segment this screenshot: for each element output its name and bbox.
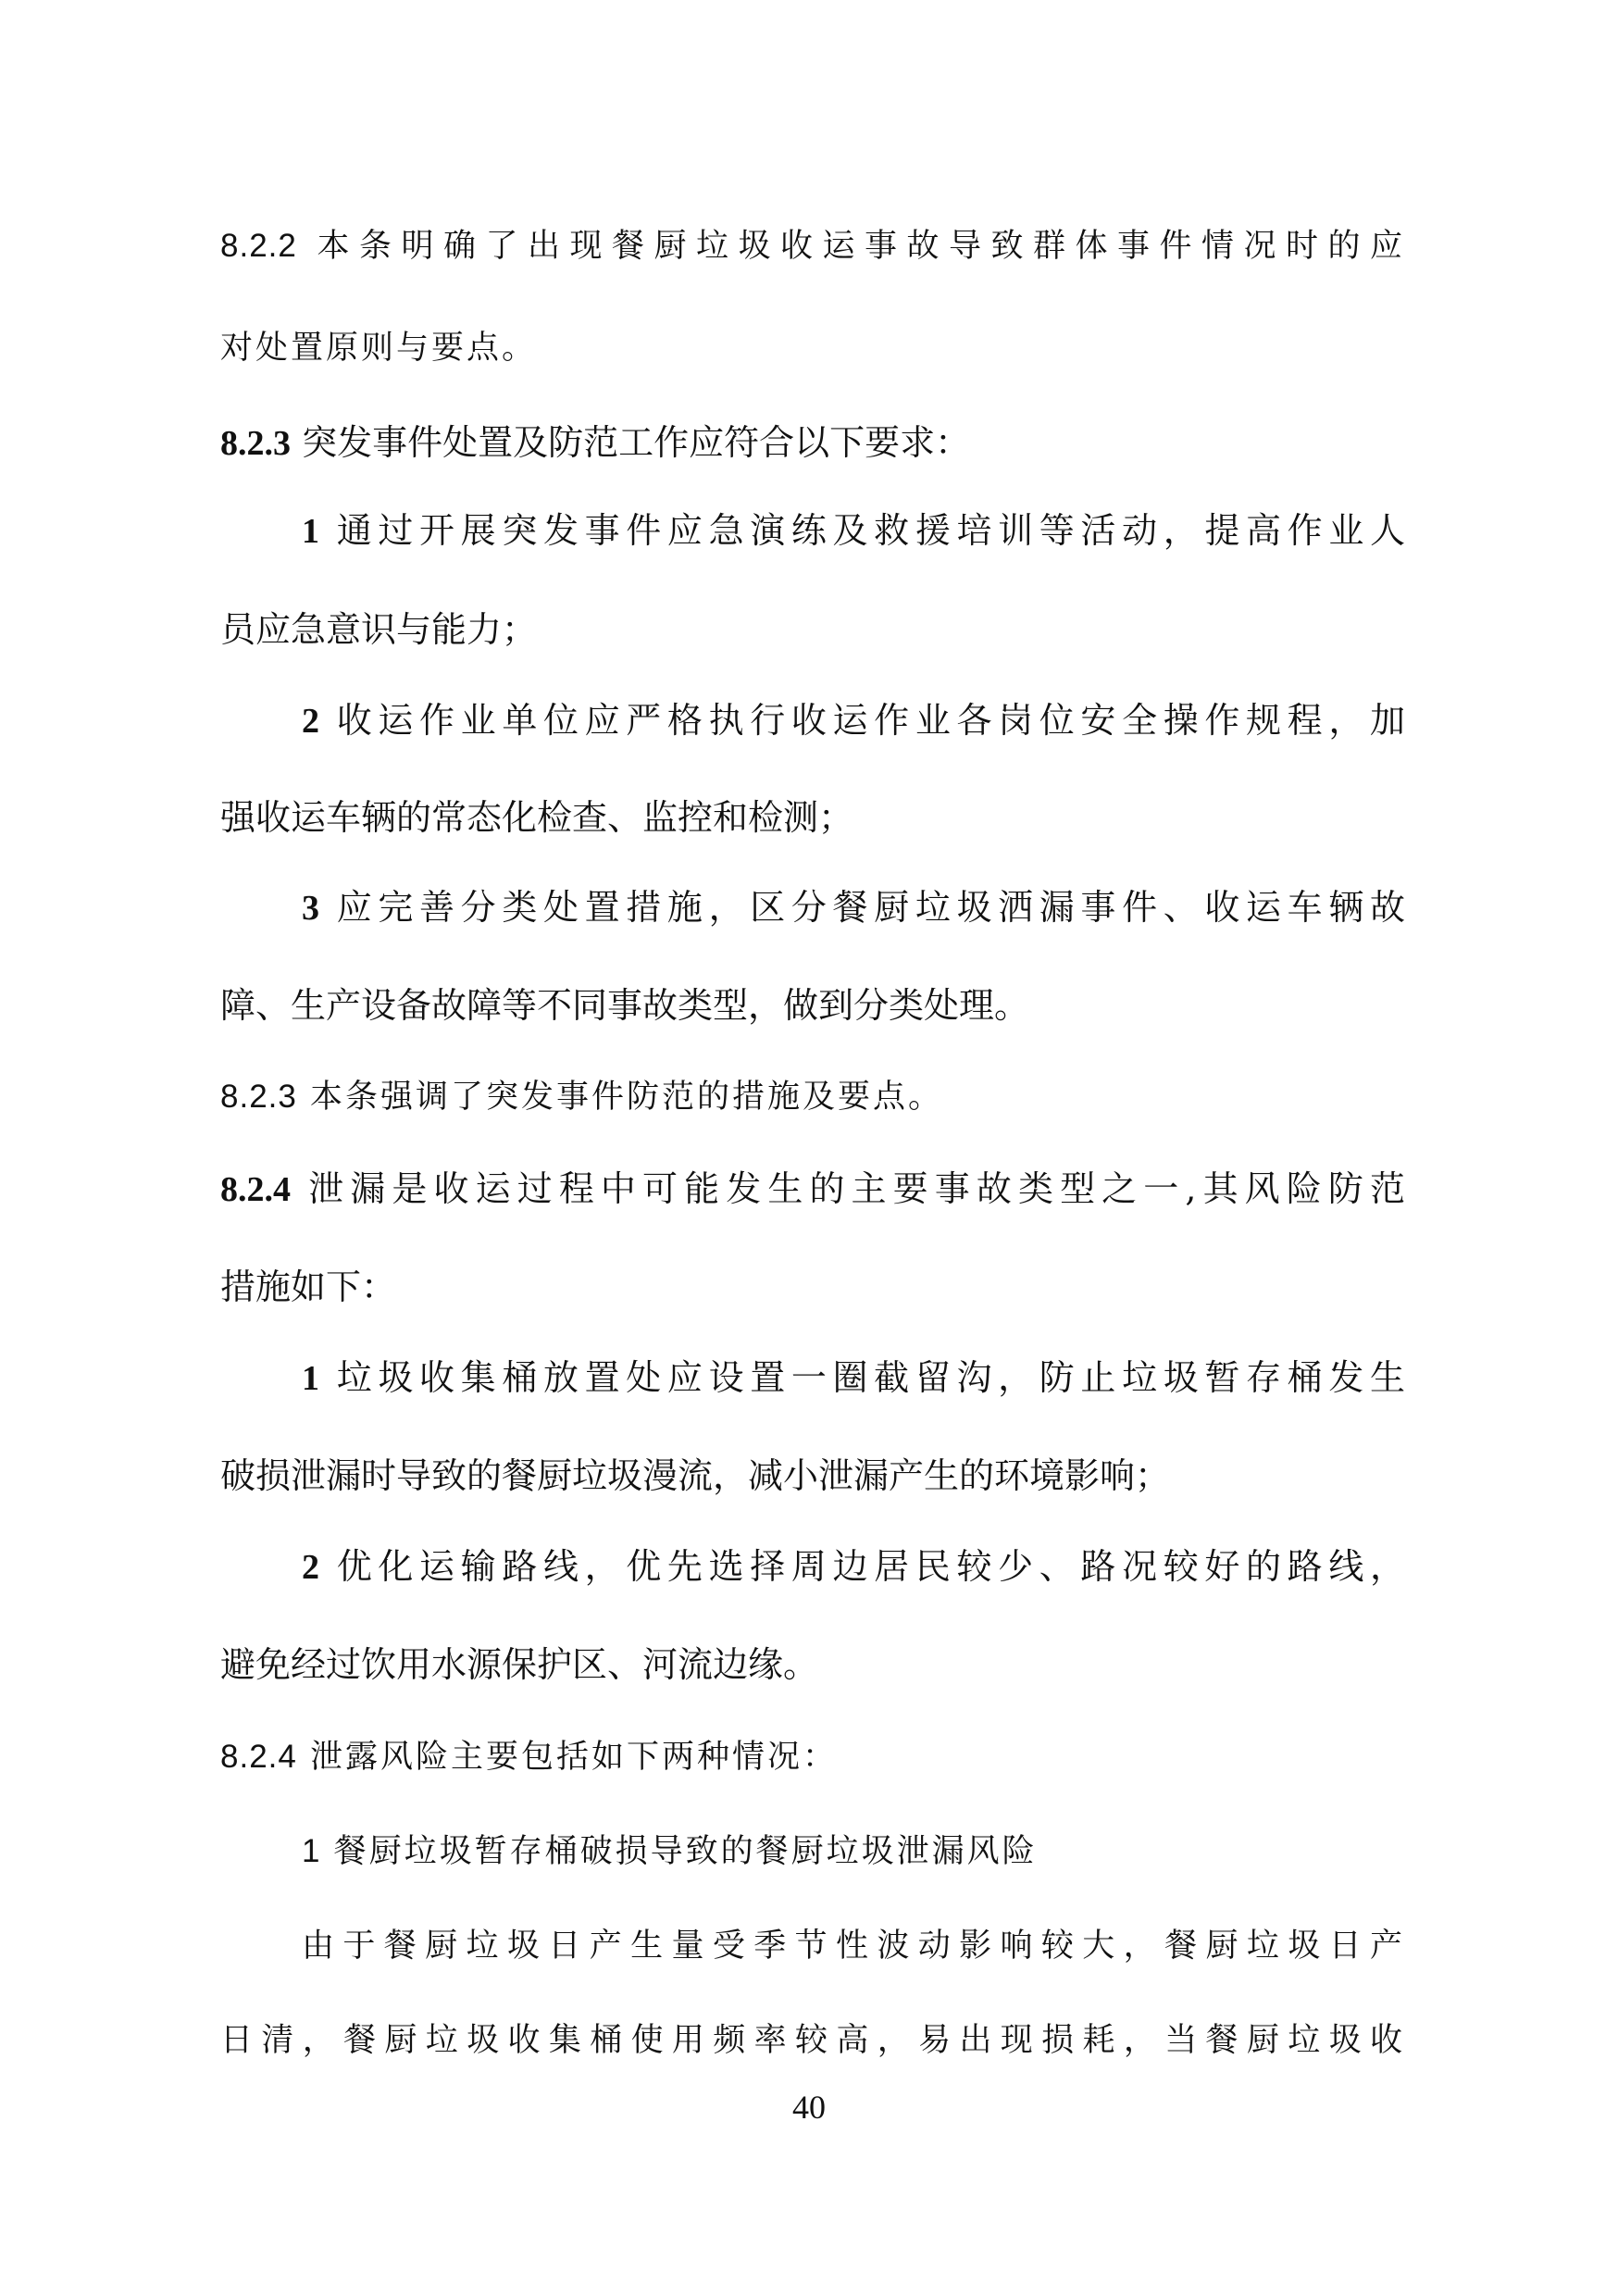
item-number: 2 xyxy=(302,702,319,741)
item-number: 1 xyxy=(302,1833,321,1869)
item-text: 收运作业单位应严格执行收运作业各岗位安全操作规程，加 xyxy=(319,700,1405,741)
clause-8-2-3-item-1-line-1 xyxy=(302,505,1405,556)
clause-text: 泄露风险主要包括如下两种情况： xyxy=(296,1739,838,1776)
clause-8-2-3-item-2-line-1 xyxy=(302,694,1405,746)
clause-8-2-2-explanation-line-1 xyxy=(220,220,1405,272)
item-text: 垃圾收集桶放置处应设置一圈截留沟，防止垃圾暂存桶发生 xyxy=(319,1357,1405,1398)
clause-8-2-3-heading xyxy=(220,417,1405,468)
clause-8-2-4-item-2-line-1 xyxy=(302,1541,1405,1592)
item-text: 避免经过饮用水源保护区、河流边缘。 xyxy=(220,1644,819,1685)
item-text: 强收运车辆的常态化检查、监控和检测； xyxy=(220,797,854,838)
clause-text: 对处置原则与要点。 xyxy=(220,330,538,367)
paragraph-text: 由于餐厨垃圾日产生量受季节性波动影响较大，餐厨垃圾日产 xyxy=(302,1928,1405,1965)
risk-item-1-heading xyxy=(302,1826,1405,1878)
item-text: 通过开展突发事件应急演练及救援培训等活动，提高作业人 xyxy=(319,510,1405,551)
clause-8-2-4-item-1-line-1 xyxy=(302,1352,1405,1404)
clause-8-2-3-item-3-line-1 xyxy=(302,881,1405,933)
clause-text: 措施如下： xyxy=(220,1267,397,1307)
item-text: 优化运输路线，优先选择周边居民较少、路况较好的路线， xyxy=(319,1546,1405,1587)
item-text: 应完善分类处置措施，区分餐厨垃圾洒漏事件、收运车辆故 xyxy=(319,887,1405,928)
clause-text: 本条强调了突发事件防范的措施及要点。 xyxy=(296,1079,943,1116)
risk-item-1-paragraph-line-2 xyxy=(220,2015,1405,2066)
clause-8-2-4-heading-line-1 xyxy=(220,1163,1405,1215)
clause-8-2-4-item-1-line-2 xyxy=(220,1450,1405,1502)
item-number: 1 xyxy=(302,512,319,551)
item-number: 1 xyxy=(302,1359,319,1398)
clause-number: 8.2.2 xyxy=(220,228,297,264)
page-number: 40 xyxy=(792,2089,826,2126)
clause-text: 本条明确了出现餐厨垃圾收运事故导致群体事件情况时的应 xyxy=(296,228,1405,265)
clause-number: 8.2.4 xyxy=(220,1739,297,1775)
item-text: 员应急意识与能力； xyxy=(220,609,538,650)
item-number: 3 xyxy=(302,889,319,928)
clause-number: 8.2.3 xyxy=(220,1079,297,1115)
clause-text: 突发事件处置及防范工作应符合以下要求： xyxy=(291,422,971,463)
clause-8-2-3-item-3-line-2 xyxy=(220,980,1405,1031)
item-text: 障、生产设备故障等不同事故类型，做到分类处理。 xyxy=(220,985,1030,1026)
paragraph-text: 日清，餐厨垃圾收集桶使用频率较高，易出现损耗，当餐厨垃圾收 xyxy=(220,2022,1405,2059)
item-text: 餐厨垃圾暂存桶破损导致的餐厨垃圾泄漏风险 xyxy=(320,1833,1038,1870)
clause-text: 泄漏是收运过程中可能发生的主要事故类型之一,其风险防范 xyxy=(291,1168,1405,1209)
clause-8-2-3-item-2-line-2 xyxy=(220,792,1405,843)
clause-number: 8.2.4 xyxy=(220,1170,291,1209)
item-number: 2 xyxy=(302,1548,319,1587)
clause-8-2-4-heading-line-2 xyxy=(220,1261,1405,1313)
clause-8-2-3-item-1-line-2 xyxy=(220,604,1405,655)
clause-8-2-4-item-2-line-2 xyxy=(220,1639,1405,1691)
risk-item-1-paragraph-line-1 xyxy=(302,1920,1405,1972)
clause-8-2-3-explanation xyxy=(220,1071,1405,1123)
clause-number: 8.2.3 xyxy=(220,424,291,463)
clause-8-2-4-explanation xyxy=(220,1731,1405,1783)
item-text: 破损泄漏时导致的餐厨垃圾漫流，减小泄漏产生的环境影响； xyxy=(220,1455,1171,1496)
clause-8-2-2-explanation-line-2 xyxy=(220,322,1405,374)
